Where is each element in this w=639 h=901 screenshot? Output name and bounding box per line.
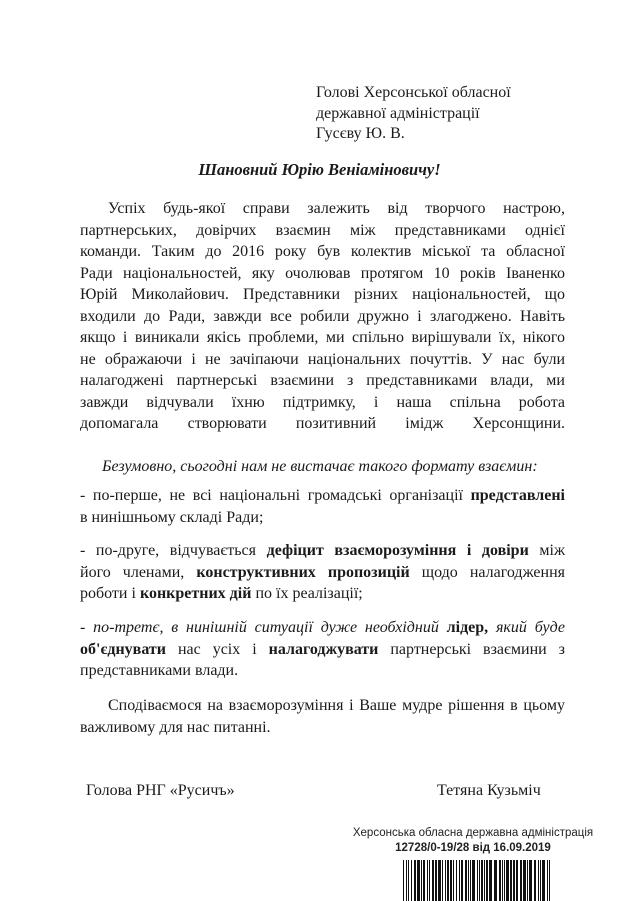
bullet-text: його членами, [80, 563, 197, 581]
signature-name: Тетяна Кузьміч [437, 782, 541, 799]
bullet-second [80, 540, 565, 605]
bullet-text: між [528, 542, 566, 559]
bullet-line [80, 485, 565, 507]
bullet-emphasis: представлені [470, 487, 565, 504]
intro-text: Безумовно, сьогодні нам не вистачає такого формату взаємин: [102, 458, 538, 475]
bullet-emphasis: дефіцит взаєморозуміння і довіри [266, 542, 529, 559]
barcode-bar [484, 860, 485, 901]
paragraph-line: якщо і виникали якісь проблеми, ми спільно вирішували їх, нікого [80, 329, 565, 346]
barcode-bar [549, 860, 550, 901]
barcode-bar [421, 860, 422, 901]
barcode-bar [445, 860, 446, 901]
barcode-bar [406, 860, 407, 901]
addressee-line: державної адміністрації [316, 104, 480, 122]
barcode-bar [461, 860, 463, 901]
barcode-bar [411, 860, 412, 901]
bullet-text: щодо налагодження [409, 563, 566, 581]
registration-stamp [343, 826, 603, 855]
barcode-bar [516, 860, 518, 901]
barcode-bar [423, 860, 425, 901]
paragraph-line: не ображаючи і не зачіпаючи національних почуттів. У нас були [80, 350, 565, 368]
barcode-bar [494, 860, 497, 901]
paragraph-line: Юрій Миколайович. Представники різних національностей, що [80, 286, 565, 303]
barcode-bar [456, 860, 457, 901]
bullet-emphasis: об'єднувати [80, 640, 166, 658]
bullet-emphasis: конкретних дій [139, 585, 252, 602]
paragraph-line: Ради національностей, яку очолював протягом 10 років Іваненко [80, 264, 565, 282]
barcode-bar [486, 860, 488, 901]
barcode-bar [538, 860, 539, 901]
paragraph-intro [80, 456, 565, 478]
paragraph-line: налагоджені партнерські взаємини з представниками влади, ми [80, 372, 565, 389]
barcode-bar [499, 860, 501, 901]
bullet-line [80, 562, 565, 584]
bullet-line [80, 639, 565, 661]
barcode-bar [432, 860, 434, 901]
bullet-text: партнерські взаємини з [378, 640, 566, 658]
bullet-emphasis: лідер, [446, 619, 489, 636]
paragraph-line: партнерських, довірчих взаємин між представниками однієї [80, 221, 565, 239]
barcode-bar [542, 860, 545, 901]
bullet-text: який буде [488, 619, 566, 636]
bullet-text: роботи і [80, 585, 140, 602]
barcode-bar [529, 860, 532, 901]
barcode-bar [468, 860, 469, 901]
bullet-line [80, 617, 565, 639]
barcode-bar [472, 860, 475, 901]
barcode-bar [417, 860, 420, 901]
bullet-line [80, 540, 565, 562]
bullet-first [80, 485, 565, 528]
barcode-bar [481, 860, 483, 901]
barcode-bar [510, 860, 512, 901]
barcode-bar [435, 860, 437, 901]
barcode-bar [506, 860, 509, 901]
barcode-bar [408, 860, 409, 901]
barcode-bar [520, 860, 522, 901]
paragraph-closing [80, 695, 565, 738]
barcode-bar [534, 860, 536, 901]
addressee-line: Голові Херсонської обласної [316, 84, 511, 101]
barcode-bar [477, 860, 478, 901]
barcode-bar [438, 860, 441, 901]
closing-line: Сподіваємося на взаєморозуміння і Ваше мудре рішення в цьому [108, 697, 565, 714]
barcode-bar [527, 860, 528, 901]
barcode-bar [513, 860, 515, 901]
barcode-bar [447, 860, 449, 901]
paragraph-line: Успіх будь-якої справи залежить від творчого настрою, [108, 200, 565, 217]
barcode-bar [450, 860, 452, 901]
paragraph-line: допомагала створювати позитивний імідж Херсонщини. [80, 415, 565, 432]
barcode-bar [470, 860, 471, 901]
bullet-line [80, 583, 565, 605]
barcode-bar [465, 860, 467, 901]
addressee-name: Гусєву Ю. В. [316, 125, 405, 142]
barcode-bar [504, 860, 505, 901]
paragraph-line: завжди відчували їхню підтримку, і наша спільна робота [80, 393, 565, 411]
bullet-emphasis: налагоджувати [268, 640, 379, 658]
barcode-bar [547, 860, 548, 901]
barcode-bar [502, 860, 503, 901]
barcode-bar [479, 860, 480, 901]
bullet-text: по їх реалізації; [251, 585, 363, 602]
paragraph-main [80, 198, 565, 435]
bullet-emphasis: конструктивних пропозицій [196, 563, 410, 581]
barcode-bar [523, 860, 526, 901]
paragraph-line: команди. Таким до 2016 року був колектив міської та обласної [80, 243, 565, 260]
stamp-organization: Херсонська обласна державна адміністрація [352, 827, 594, 839]
barcode-bar [489, 860, 492, 901]
barcode-bar [403, 860, 404, 901]
signature-title: Голова РНГ «Русичъ» [86, 782, 235, 799]
barcode-bar [442, 860, 443, 901]
bullet-third [80, 617, 565, 682]
barcode-bar [427, 860, 428, 901]
bullet-text: нас усіх і [165, 640, 269, 658]
barcode-bar [414, 860, 416, 901]
salutation: Шановний Юрію Веніаміновичу! [198, 160, 441, 179]
bullet-text: - по-перше, не всі національні громадські організації [80, 487, 471, 504]
closing-line: важливому для нас питанні. [80, 718, 271, 736]
barcode-image [403, 860, 553, 901]
bullet-text: - по-третє, в нинішній ситуації дуже необхідний [80, 619, 447, 636]
barcode-bar [540, 860, 541, 901]
bullet-line: в нинішньому складі Ради; [80, 508, 264, 526]
bullet-text: - по-друге, відчувається [80, 542, 267, 559]
bullet-line: представниками влади. [80, 662, 239, 679]
barcode-bar [429, 860, 430, 901]
barcode-bar [453, 860, 454, 901]
paragraph-line: входили до Ради, завжди все робили дружно і злагоджено. Навіть [80, 307, 565, 325]
addressee-block [316, 83, 616, 145]
barcode-bar [459, 860, 460, 901]
stamp-registration-number: 12728/0-19/28 від 16.09.2019 [395, 842, 551, 854]
